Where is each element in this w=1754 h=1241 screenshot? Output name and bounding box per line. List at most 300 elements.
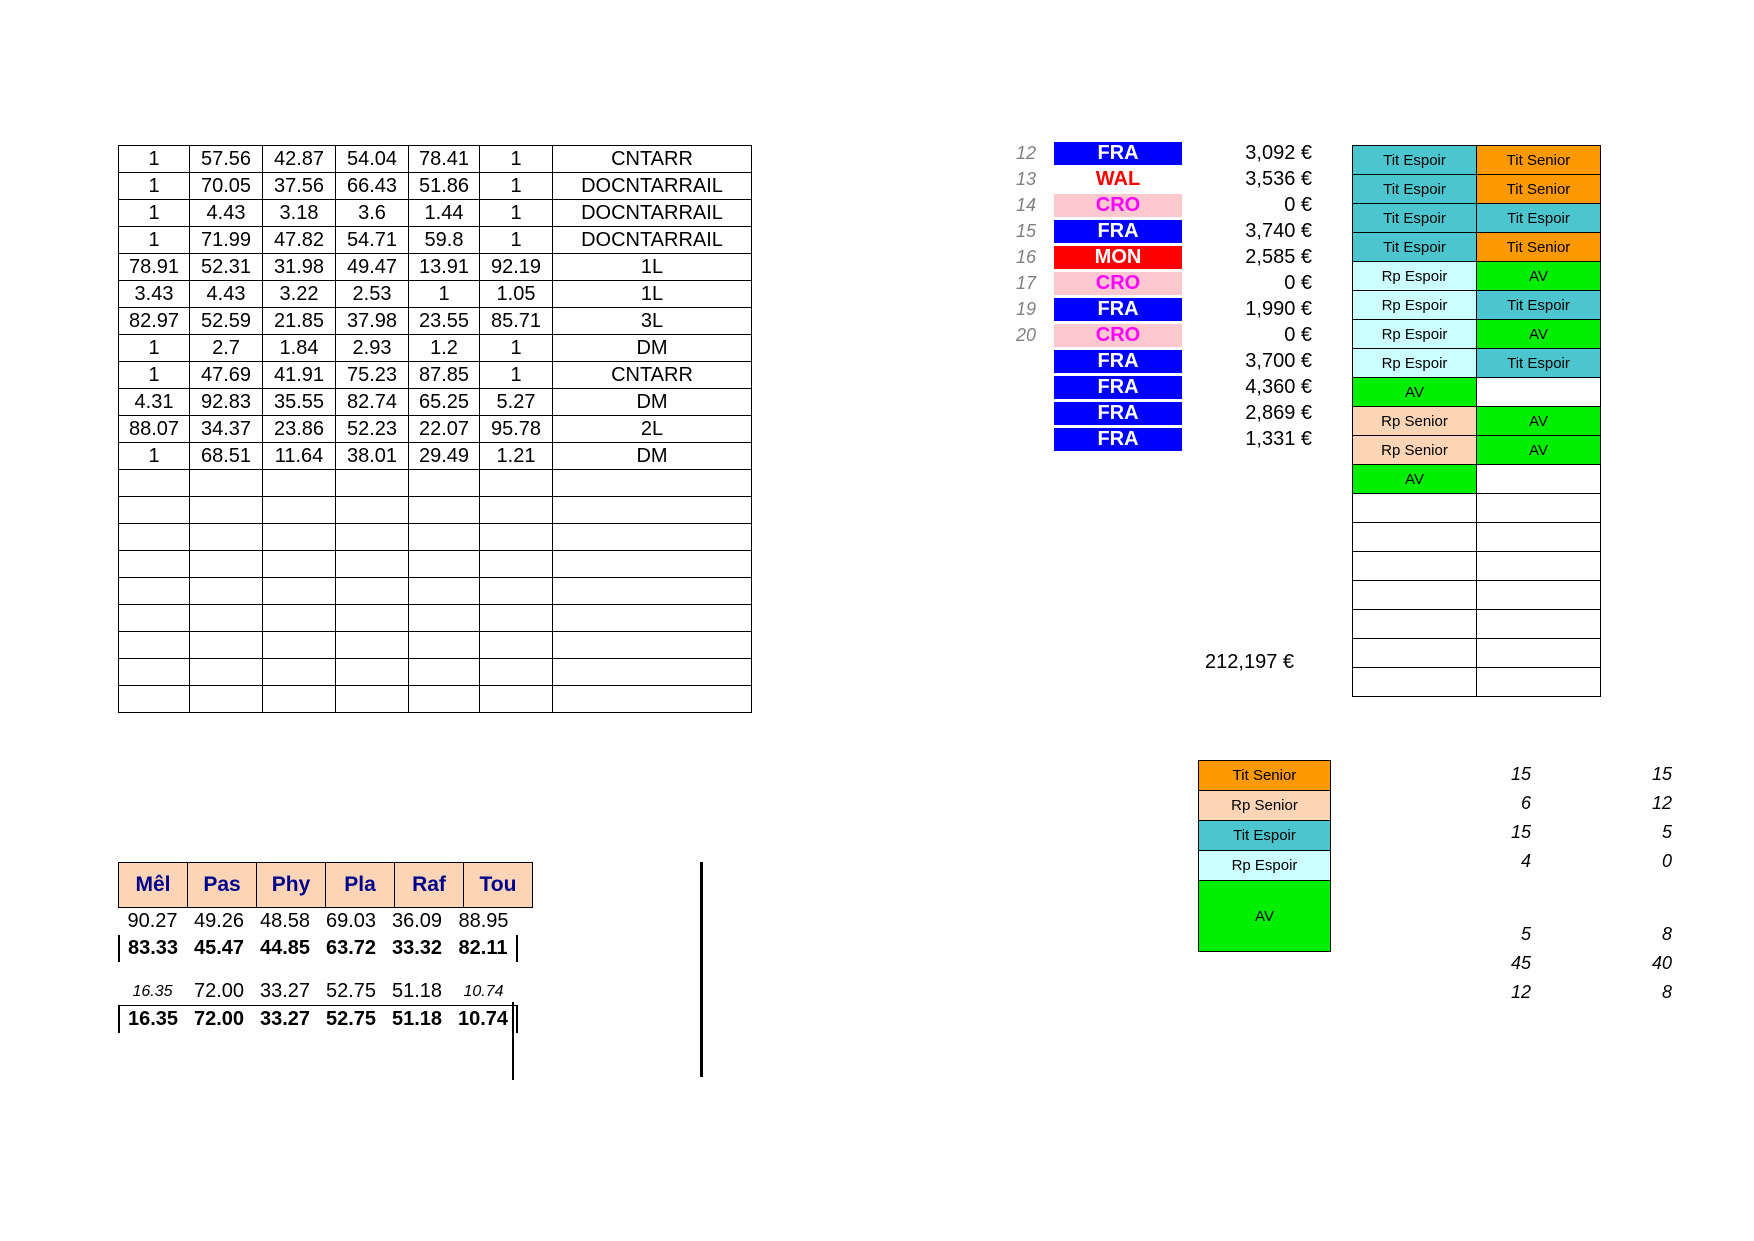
table-cell: 66.43 <box>336 173 409 200</box>
legend-count-b: 5 <box>1661 822 1672 842</box>
table-cell: 1 <box>480 146 553 173</box>
country-code: CRO <box>1054 324 1182 347</box>
status-grid-row <box>1353 204 1601 233</box>
country-code: WAL <box>1054 168 1182 191</box>
table-cell: 42.87 <box>263 146 336 173</box>
status-cell <box>1477 523 1601 552</box>
status-grid-row <box>1353 349 1601 378</box>
skills-row <box>119 1006 517 1034</box>
status-cell: Tit Espoir <box>1477 349 1601 378</box>
table-cell: 65.25 <box>409 389 480 416</box>
legend-row <box>1199 881 1331 952</box>
table-cell: 3.43 <box>119 281 190 308</box>
country-prize-row <box>990 400 1318 426</box>
table-row <box>119 146 752 173</box>
country-prize-row <box>990 218 1318 244</box>
table-cell: 1 <box>119 443 190 470</box>
country-index: 20 <box>1015 324 1036 345</box>
table-cell <box>263 632 336 659</box>
skills-cell: 69.03 <box>325 910 377 932</box>
table-cell: 1L <box>553 281 752 308</box>
skills-row <box>119 978 517 1006</box>
status-grid-row <box>1353 407 1601 436</box>
table-cell: 1.05 <box>480 281 553 308</box>
table-cell: 22.07 <box>409 416 480 443</box>
country-amount: 3,092 € <box>1245 141 1312 164</box>
status-cell: Tit Senior <box>1477 146 1601 175</box>
table-cell: 87.85 <box>409 362 480 389</box>
table-cell: 4.43 <box>190 200 263 227</box>
table-cell <box>263 524 336 551</box>
table-cell <box>409 632 480 659</box>
status-cell <box>1477 639 1601 668</box>
table-cell <box>409 578 480 605</box>
status-grid-row <box>1353 465 1601 494</box>
table-cell: 1 <box>119 227 190 254</box>
table-cell <box>336 551 409 578</box>
table-cell <box>336 605 409 632</box>
table-cell <box>553 578 752 605</box>
table-cell <box>190 470 263 497</box>
legend-count-a: 15 <box>1510 822 1531 842</box>
table-row <box>119 200 752 227</box>
table-cell <box>336 632 409 659</box>
skills-cell <box>450 962 517 978</box>
table-cell <box>190 659 263 686</box>
table-cell: 1 <box>409 281 480 308</box>
table-cell <box>480 659 553 686</box>
table-cell <box>119 686 190 713</box>
table-cell: 1 <box>480 173 553 200</box>
country-prize-row <box>990 244 1318 270</box>
table-cell: 68.51 <box>190 443 263 470</box>
country-prize-row <box>990 426 1318 452</box>
status-cell <box>1477 465 1601 494</box>
table-cell <box>409 659 480 686</box>
status-grid <box>1352 145 1601 697</box>
status-grid-row <box>1353 639 1601 668</box>
table-cell: 1.44 <box>409 200 480 227</box>
status-cell: AV <box>1477 407 1601 436</box>
table-cell: 3.22 <box>263 281 336 308</box>
country-index: 17 <box>1015 272 1036 293</box>
status-cell: Tit Espoir <box>1477 204 1601 233</box>
table-cell <box>263 578 336 605</box>
skills-cell: 88.95 <box>458 910 509 932</box>
country-code: CRO <box>1054 272 1182 295</box>
legend-count-row <box>1400 876 1682 949</box>
table-cell <box>119 470 190 497</box>
table-cell <box>409 497 480 524</box>
table-cell <box>190 578 263 605</box>
table-cell <box>263 605 336 632</box>
country-amount: 0 € <box>1284 193 1312 216</box>
status-cell: Tit Espoir <box>1353 175 1477 204</box>
table-cell <box>336 578 409 605</box>
table-cell <box>190 686 263 713</box>
table-cell: 21.85 <box>263 308 336 335</box>
table-cell <box>553 497 752 524</box>
skills-cell <box>119 962 186 978</box>
table-cell: 2.93 <box>336 335 409 362</box>
table-cell <box>119 551 190 578</box>
table-cell: 49.47 <box>336 254 409 281</box>
table-cell: 2.53 <box>336 281 409 308</box>
skills-cell: 33.32 <box>391 937 443 959</box>
country-prize-row <box>990 140 1318 166</box>
legend-body <box>1199 761 1331 952</box>
legend-count-a: 15 <box>1510 764 1531 784</box>
table-row <box>119 173 752 200</box>
table-cell <box>553 524 752 551</box>
table-cell <box>119 632 190 659</box>
country-prize-list <box>990 140 1318 452</box>
table-cell <box>553 659 752 686</box>
legend-count-row <box>1400 847 1682 876</box>
table-cell: 1 <box>119 173 190 200</box>
legend-row <box>1199 791 1331 821</box>
table-cell <box>553 632 752 659</box>
legend-count-b: 15 <box>1651 764 1672 784</box>
status-grid-row <box>1353 552 1601 581</box>
country-code: FRA <box>1054 376 1182 399</box>
skills-header-cell: Phy <box>257 863 326 908</box>
table-cell: 13.91 <box>409 254 480 281</box>
table-cell: CNTARR <box>553 146 752 173</box>
table-cell: CNTARR <box>553 362 752 389</box>
status-cell: AV <box>1353 465 1477 494</box>
skills-cell: 82.11 <box>450 935 517 962</box>
table-cell: 1.2 <box>409 335 480 362</box>
table-cell: 1.84 <box>263 335 336 362</box>
country-code: CRO <box>1054 194 1182 217</box>
legend-count-a: 5 <box>1520 924 1531 944</box>
table-cell: 54.71 <box>336 227 409 254</box>
table-row <box>119 605 752 632</box>
table-cell: 2L <box>553 416 752 443</box>
skills-values <box>118 908 518 1033</box>
table-cell: 85.71 <box>480 308 553 335</box>
skills-cell: 44.85 <box>259 937 311 959</box>
legend-count-row <box>1400 760 1682 789</box>
table-cell: 1 <box>480 362 553 389</box>
country-index: 14 <box>1015 194 1036 215</box>
table-row <box>119 578 752 605</box>
status-cell: Tit Espoir <box>1353 233 1477 262</box>
status-cell: Rp Senior <box>1353 436 1477 465</box>
country-index: 15 <box>1015 220 1036 241</box>
table-cell: 1 <box>480 227 553 254</box>
country-code: FRA <box>1054 428 1182 451</box>
table-cell: 78.91 <box>119 254 190 281</box>
table-cell: 54.04 <box>336 146 409 173</box>
legend-table <box>1198 760 1331 952</box>
country-code: MON <box>1054 246 1182 269</box>
table-cell <box>190 497 263 524</box>
country-amount: 2,869 € <box>1245 401 1312 424</box>
status-cell: Tit Senior <box>1477 233 1601 262</box>
legend-count-a: 4 <box>1520 851 1531 871</box>
status-cell <box>1353 552 1477 581</box>
legend-cell: Tit Senior <box>1199 761 1331 791</box>
table-cell <box>263 551 336 578</box>
table-cell: 37.56 <box>263 173 336 200</box>
country-amount: 1,990 € <box>1245 297 1312 320</box>
skills-header-tr <box>119 863 533 908</box>
country-prize-row <box>990 322 1318 348</box>
table-cell <box>119 605 190 632</box>
table-row <box>119 632 752 659</box>
status-grid-row <box>1353 146 1601 175</box>
table-cell: 1 <box>119 335 190 362</box>
table-cell: 71.99 <box>190 227 263 254</box>
country-amount: 3,700 € <box>1245 349 1312 372</box>
status-grid-row <box>1353 581 1601 610</box>
country-code: FRA <box>1054 142 1182 165</box>
skills-cell: 10.74 <box>450 1006 517 1034</box>
table-cell <box>190 605 263 632</box>
legend-count-row <box>1400 818 1682 847</box>
legend-cell: Tit Espoir <box>1199 821 1331 851</box>
table-cell: 34.37 <box>190 416 263 443</box>
status-grid-row <box>1353 262 1601 291</box>
legend-cell: AV <box>1199 881 1331 952</box>
table-row <box>119 686 752 713</box>
table-row <box>119 524 752 551</box>
status-cell <box>1477 610 1601 639</box>
status-cell <box>1353 494 1477 523</box>
skills-header-cell: Mêl <box>119 863 188 908</box>
legend-count-row <box>1400 949 1682 978</box>
skills-row <box>119 935 517 962</box>
table-row <box>119 416 752 443</box>
status-grid-body <box>1353 146 1601 697</box>
table-cell: DM <box>553 389 752 416</box>
table-row <box>119 254 752 281</box>
table-cell <box>336 497 409 524</box>
table-cell: 23.55 <box>409 308 480 335</box>
table-row <box>119 335 752 362</box>
country-amount: 2,585 € <box>1245 245 1312 268</box>
table-cell: 1 <box>119 146 190 173</box>
table-cell: 29.49 <box>409 443 480 470</box>
status-cell <box>1477 378 1601 407</box>
country-amount: 3,536 € <box>1245 167 1312 190</box>
skills-cell: 16.35 <box>119 978 186 1006</box>
table-cell <box>336 470 409 497</box>
legend-count-a: 6 <box>1520 793 1531 813</box>
table-cell: 1 <box>480 335 553 362</box>
status-cell: Tit Espoir <box>1353 146 1477 175</box>
table-cell: 3.18 <box>263 200 336 227</box>
table-cell <box>409 686 480 713</box>
table-cell: 57.56 <box>190 146 263 173</box>
table-cell: 88.07 <box>119 416 190 443</box>
skills-cell: 83.33 <box>119 935 186 962</box>
status-grid-row <box>1353 436 1601 465</box>
status-grid-row <box>1353 175 1601 204</box>
table-cell <box>480 497 553 524</box>
legend-count-b: 40 <box>1651 953 1672 973</box>
table-cell <box>553 686 752 713</box>
table-cell: 4.43 <box>190 281 263 308</box>
table-cell <box>119 497 190 524</box>
table-row <box>119 443 752 470</box>
table-cell <box>480 605 553 632</box>
skills-cell: 10.74 <box>450 978 517 1006</box>
table-cell <box>119 578 190 605</box>
table-cell <box>190 551 263 578</box>
table-cell <box>409 470 480 497</box>
table-cell: 52.31 <box>190 254 263 281</box>
table-cell <box>480 686 553 713</box>
country-amount: 0 € <box>1284 271 1312 294</box>
skills-cell: 49.26 <box>193 910 245 932</box>
legend-counts-table <box>1400 760 1682 1007</box>
skills-header-cell: Pla <box>326 863 395 908</box>
table-cell: 38.01 <box>336 443 409 470</box>
skills-row <box>119 962 517 978</box>
skills-cell: 72.00 <box>193 1008 245 1030</box>
table-row <box>119 659 752 686</box>
table-cell <box>190 524 263 551</box>
table-cell: 82.74 <box>336 389 409 416</box>
status-cell <box>1477 668 1601 697</box>
status-cell <box>1477 552 1601 581</box>
status-cell: Tit Espoir <box>1477 291 1601 320</box>
table-cell: 47.82 <box>263 227 336 254</box>
status-cell <box>1353 668 1477 697</box>
skills-cell: 45.47 <box>193 937 245 959</box>
table-cell: 82.97 <box>119 308 190 335</box>
table-cell: 52.23 <box>336 416 409 443</box>
table-cell: 1.21 <box>480 443 553 470</box>
stats-table <box>118 145 752 713</box>
country-code: FRA <box>1054 220 1182 243</box>
table-cell: 37.98 <box>336 308 409 335</box>
legend-count-a: 12 <box>1510 982 1531 1002</box>
table-cell <box>553 551 752 578</box>
table-cell: 51.86 <box>409 173 480 200</box>
country-code: FRA <box>1054 350 1182 373</box>
table-cell <box>409 551 480 578</box>
table-row <box>119 281 752 308</box>
table-cell: 52.59 <box>190 308 263 335</box>
skills-cell: 33.27 <box>252 978 318 1006</box>
skills-cell: 51.18 <box>391 1008 443 1030</box>
skills-cell: 48.58 <box>259 910 311 932</box>
status-grid-row <box>1353 291 1601 320</box>
table-cell: 70.05 <box>190 173 263 200</box>
status-grid-row <box>1353 320 1601 349</box>
status-grid-row <box>1353 494 1601 523</box>
skills-cell: 63.72 <box>325 937 377 959</box>
legend-row <box>1199 761 1331 791</box>
table-cell: 1 <box>480 200 553 227</box>
status-cell: AV <box>1477 262 1601 291</box>
table-cell <box>119 524 190 551</box>
skills-cell: 51.18 <box>384 978 450 1006</box>
table-cell <box>336 524 409 551</box>
status-cell: Rp Espoir <box>1353 291 1477 320</box>
legend-count-b: 8 <box>1661 982 1672 1002</box>
vertical-divider-skills <box>512 1002 514 1080</box>
table-cell: 35.55 <box>263 389 336 416</box>
skills-cell <box>318 962 384 978</box>
stats-table-body <box>119 146 752 713</box>
legend-cell: Rp Senior <box>1199 791 1331 821</box>
country-amount: 4,360 € <box>1245 375 1312 398</box>
skills-header-cell: Pas <box>188 863 257 908</box>
table-cell: 92.83 <box>190 389 263 416</box>
table-cell: DOCNTARRAIL <box>553 227 752 254</box>
skills-header-row <box>118 862 533 908</box>
status-cell: AV <box>1477 436 1601 465</box>
table-cell <box>119 659 190 686</box>
status-cell: Rp Espoir <box>1353 262 1477 291</box>
table-row <box>119 362 752 389</box>
skills-cell: 52.75 <box>318 978 384 1006</box>
table-cell: 95.78 <box>480 416 553 443</box>
table-row <box>119 551 752 578</box>
table-cell: 3L <box>553 308 752 335</box>
status-grid-row <box>1353 610 1601 639</box>
table-cell <box>336 659 409 686</box>
skills-table <box>118 862 533 1033</box>
table-cell: 59.8 <box>409 227 480 254</box>
table-cell <box>409 524 480 551</box>
table-cell: 1 <box>119 362 190 389</box>
country-index: 19 <box>1015 298 1036 319</box>
status-grid-row <box>1353 378 1601 407</box>
country-prize-row <box>990 166 1318 192</box>
status-cell <box>1353 610 1477 639</box>
status-grid-row <box>1353 668 1601 697</box>
table-cell: 2.7 <box>190 335 263 362</box>
legend-count-row <box>1400 789 1682 818</box>
status-grid-row <box>1353 233 1601 262</box>
table-cell: 5.27 <box>480 389 553 416</box>
table-cell <box>409 605 480 632</box>
skills-header-cell: Tou <box>464 863 533 908</box>
skills-cell: 52.75 <box>325 1008 377 1030</box>
status-grid-row <box>1353 523 1601 552</box>
table-cell: 23.86 <box>263 416 336 443</box>
country-amount: 0 € <box>1284 323 1312 346</box>
table-cell <box>480 524 553 551</box>
table-cell <box>553 605 752 632</box>
table-cell <box>480 551 553 578</box>
legend-count-b: 8 <box>1661 924 1672 944</box>
status-cell <box>1353 639 1477 668</box>
country-prize-row <box>990 192 1318 218</box>
table-cell: 3.6 <box>336 200 409 227</box>
legend-count-b: 0 <box>1661 851 1672 871</box>
status-cell: Tit Senior <box>1477 175 1601 204</box>
table-cell <box>263 686 336 713</box>
country-code: FRA <box>1054 402 1182 425</box>
skills-cell <box>252 962 318 978</box>
table-cell: 1L <box>553 254 752 281</box>
table-cell: 41.91 <box>263 362 336 389</box>
legend-cell: Rp Espoir <box>1199 851 1331 881</box>
legend-row <box>1199 821 1331 851</box>
country-code: FRA <box>1054 298 1182 321</box>
skills-cell <box>186 962 252 978</box>
status-cell <box>1353 523 1477 552</box>
status-cell <box>1477 494 1601 523</box>
country-amount: 3,740 € <box>1245 219 1312 242</box>
